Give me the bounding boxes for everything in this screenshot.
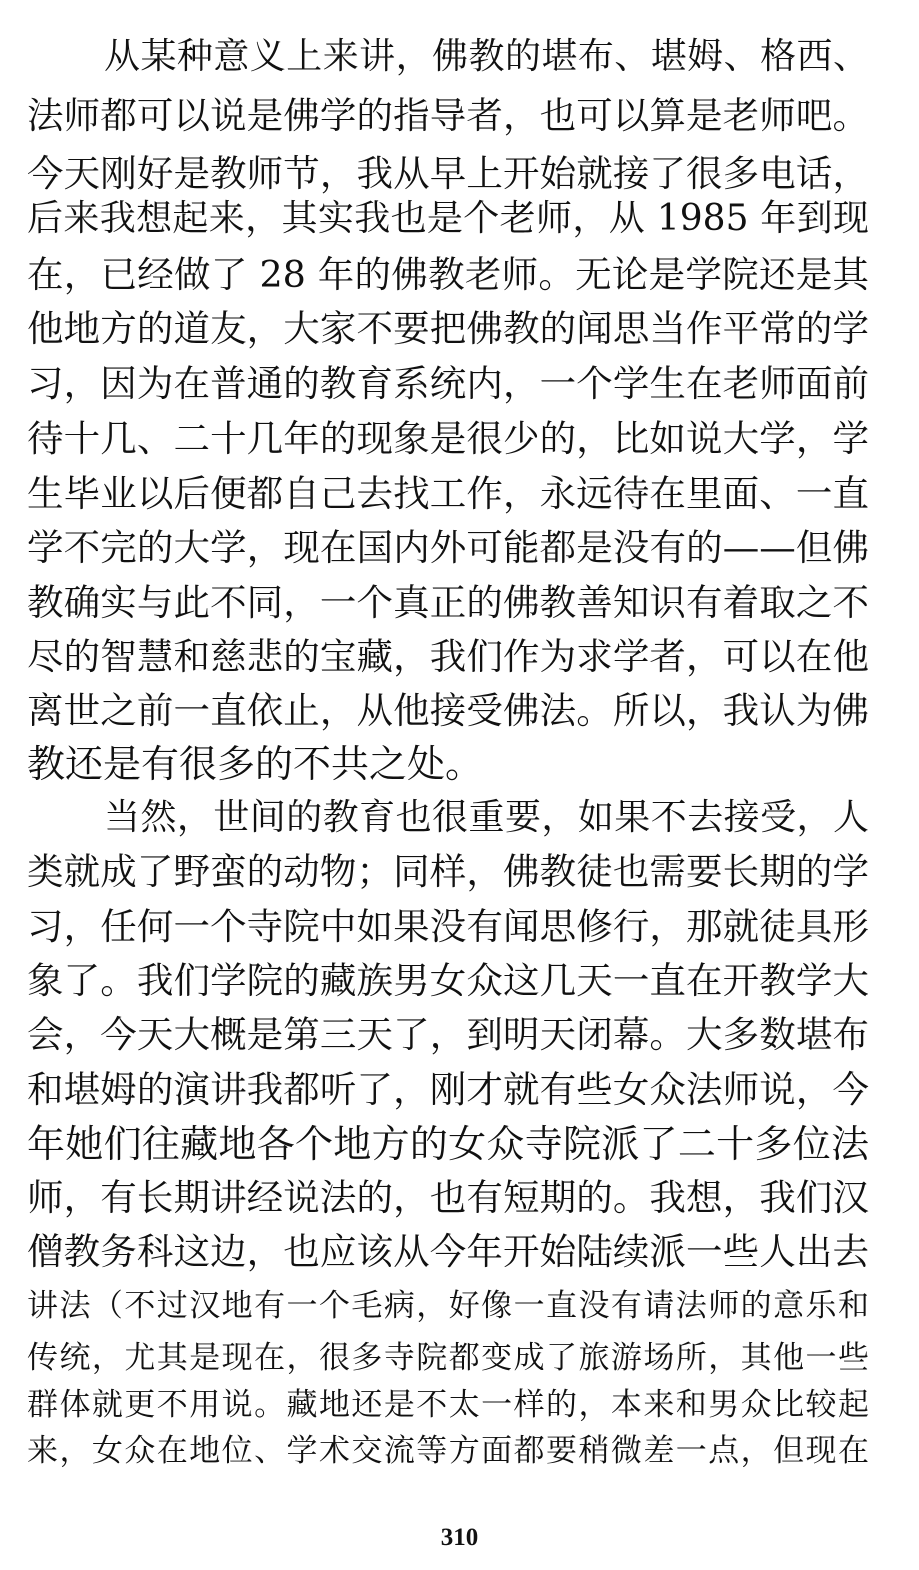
paragraph-2-line-3: 习，任何一个寺院中如果没有闻思修行，那就徒具形 (27, 905, 869, 948)
paragraph-1-line-6: 他地方的道友，大家不要把佛教的闻思当作平常的学 (27, 307, 869, 350)
paragraph-1-line-2: 法师都可以说是佛学的指导者，也可以算是老师吧。 (27, 94, 869, 137)
paragraph-2-line-10: 讲法（不过汉地有一个毛病，好像一直没有请法师的意乐和 (27, 1288, 869, 1324)
paragraph-2-line-7: 年她们往藏地各个地方的女众寺院派了二十多位法 (27, 1122, 869, 1166)
paragraph-2-line-5: 会，今天大概是第三天了，到明天闭幕。大多数堪布 (27, 1013, 869, 1056)
paragraph-1-line-5: 在，已经做了 28 年的佛教老师。无论是学院还是其 (27, 253, 869, 296)
paragraph-1-line-10: 学不完的大学，现在国内外可能都是没有的——但佛 (27, 526, 869, 569)
paragraph-1-line-12: 尽的智慧和慈悲的宝藏，我们作为求学者，可以在他 (27, 635, 869, 678)
paragraph-2-line-2: 类就成了野蛮的动物；同样，佛教徒也需要长期的学 (27, 850, 869, 893)
paragraph-2-line-12: 群体就更不用说。藏地还是不太一样的，本来和男众比较起 (27, 1387, 869, 1423)
paragraph-1-line-8: 待十几、二十几年的现象是很少的，比如说大学，学 (27, 417, 869, 460)
paragraph-2-line-1: 当然，世间的教育也很重要，如果不去接受，人 (104, 797, 869, 838)
paragraph-2-line-6: 和堪姆的演讲我都听了，刚才就有些女众法师说，今 (27, 1068, 869, 1111)
paragraph-2-line-9: 僧教务科这边，也应该从今年开始陆续派一些人出去 (27, 1230, 869, 1273)
paragraph-1-line-3: 今天刚好是教师节，我从早上开始就接了很多电话， (27, 152, 869, 195)
paragraph-1-line-1: 从某种意义上来讲，佛教的堪布、堪姆、格西、 (104, 36, 869, 77)
paragraph-1-line-9: 生毕业以后便都自己去找工作，永远待在里面、一直 (27, 472, 869, 515)
page-number: 310 (440, 1524, 479, 1551)
paragraph-1-line-11: 教确实与此不同，一个真正的佛教善知识有着取之不 (27, 581, 869, 624)
paragraph-1-line-4: 后来我想起来，其实我也是个老师，从 1985 年到现 (27, 198, 869, 239)
paragraph-2-line-4: 象了。我们学院的藏族男女众这几天一直在开教学大 (27, 959, 869, 1002)
paragraph-2-line-11: 传统，尤其是现在，很多寺院都变成了旅游场所，其他一些 (27, 1340, 869, 1376)
paragraph-1-line-13: 离世之前一直依止，从他接受佛法。所以，我认为佛 (27, 689, 869, 732)
paragraph-1-line-7: 习，因为在普通的教育系统内，一个学生在老师面前 (27, 362, 869, 405)
paragraph-2-line-8: 师，有长期讲经说法的，也有短期的。我想，我们汉 (27, 1176, 869, 1219)
paragraph-2-line-13: 来，女众在地位、学术交流等方面都要稍微差一点，但现在 (27, 1433, 869, 1469)
paragraph-1-line-14: 教还是有很多的不共之处。 (27, 742, 484, 786)
